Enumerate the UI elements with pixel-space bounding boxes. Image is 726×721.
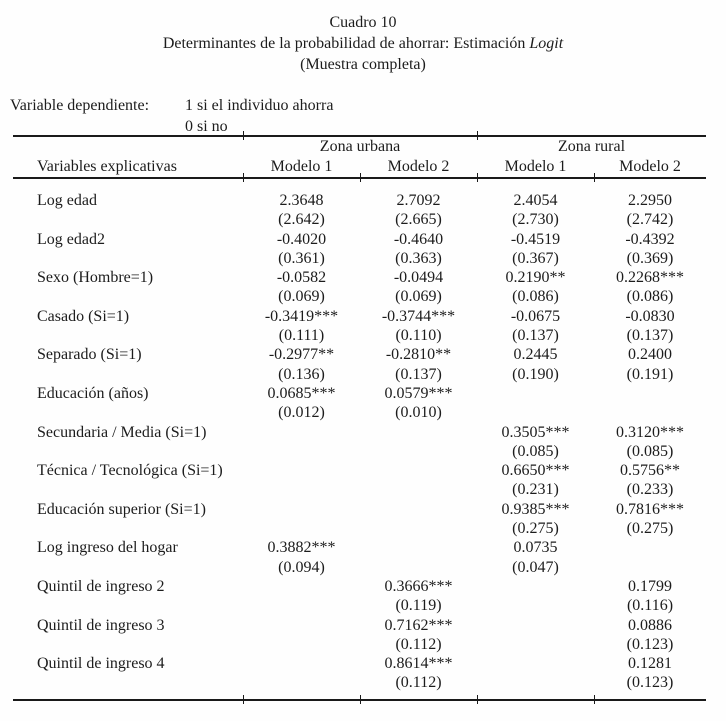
coefficient-urbana-modelo2: 0.8614*** [384,655,453,673]
coefficient-rural-modelo2: 0.3120*** [616,423,684,441]
coefficient-urbana-modelo2: 0.7162*** [384,616,453,634]
coefficient-urbana-modelo1: -0.0582 [276,269,327,287]
stderr-rural-modelo1: (0.275) [512,520,559,538]
stderr-rural-modelo2: (0.123) [626,674,674,692]
stderr-urbana-modelo1 [243,442,360,461]
column-group-zona-urbana: Zona urbana [319,138,401,155]
coefficient-rural-modelo1: 0.2445 [513,346,558,364]
variable-label: Log ingreso del hogar [37,539,178,557]
table-header [13,135,706,179]
stderr-rural-modelo1: (0.137) [512,327,559,345]
stderr-rural-modelo2 [594,558,706,577]
stderr-urbana-modelo2 [360,519,477,538]
coefficient-urbana-modelo1 [243,461,360,480]
coefficient-rural-modelo2: -0.4392 [625,230,675,248]
coefficient-urbana-modelo2: 0.0579*** [384,384,453,402]
coefficient-urbana-modelo2: -0.0494 [393,269,444,287]
stderr-urbana-modelo1: (0.136) [278,365,325,383]
coefficient-rural-modelo1: 2.4054 [513,192,558,209]
variable-label-spacer [13,596,243,615]
stub-header: Variables explicativas [37,158,177,175]
column-divider-tick [477,131,478,140]
dependent-variable-option2: 0 si no [185,118,228,135]
coefficient-rural-modelo2: 0.1281 [628,655,672,673]
coefficient-urbana-modelo1: -0.3419*** [264,307,339,325]
stderr-rural-modelo1: (2.730) [512,211,559,229]
coefficient-urbana-modelo2 [360,461,477,480]
coefficient-rural-modelo2 [594,538,706,557]
stderr-rural-modelo1 [477,403,594,422]
stderr-rural-modelo2: (0.191) [626,365,674,383]
regression-table [13,135,706,701]
variable-label: Técnica / Tecnológica (Si=1) [37,462,223,480]
coefficient-rural-modelo1 [477,616,594,635]
coefficient-rural-modelo2: 0.2400 [628,346,672,364]
variable-label: Educación (años) [37,384,149,402]
coefficient-urbana-modelo2: -0.4640 [393,230,444,248]
stderr-urbana-modelo1 [243,596,360,615]
variable-label-spacer [13,249,243,268]
stderr-urbana-modelo2: (0.112) [395,674,442,692]
variable-label: Quintil de ingreso 4 [37,655,165,673]
variable-label: Educación superior (Si=1) [37,500,206,518]
variable-label-spacer [13,558,243,577]
column-divider-tick [243,695,244,704]
table-title-italic: Logit [529,35,564,52]
coefficient-rural-modelo1: 0.3505*** [501,423,570,441]
variable-label: Sexo (Hombre=1) [37,269,154,287]
stderr-rural-modelo2 [594,403,706,422]
variable-label: Log edad2 [37,230,105,248]
stderr-rural-modelo2: (0.275) [626,520,674,538]
coefficient-rural-modelo1: 0.9385*** [501,500,570,518]
coefficient-rural-modelo2: 2.2950 [628,192,672,209]
stderr-urbana-modelo1 [243,519,360,538]
stderr-urbana-modelo2: (2.665) [395,211,442,229]
stderr-rural-modelo2: (0.116) [626,597,674,615]
coefficient-rural-modelo2: 0.2268*** [616,269,684,287]
table-title-text: Determinantes de la probabilidad de ahorrar: Estimación [162,35,526,52]
column-header-rural-modelo1: Modelo 1 [504,158,567,175]
coefficient-rural-modelo1: 0.2190** [505,269,566,287]
coefficient-rural-modelo1: 0.0735 [513,539,558,557]
stderr-rural-modelo1 [477,635,594,654]
coefficient-rural-modelo1: 0.6650*** [501,462,570,480]
column-group-zona-rural: Zona rural [557,138,626,155]
variable-label-spacer [13,403,243,422]
stderr-urbana-modelo1: (2.642) [278,211,325,229]
stderr-urbana-modelo2 [360,480,477,499]
variable-label: Log edad [37,192,97,209]
stderr-urbana-modelo1 [243,635,360,654]
variable-label-spacer [13,480,243,499]
stderr-rural-modelo1: (0.085) [512,442,559,460]
coefficient-rural-modelo1 [477,654,594,673]
coefficient-urbana-modelo1 [243,423,360,442]
stderr-rural-modelo1: (0.047) [512,558,559,576]
stderr-rural-modelo2: (0.233) [626,481,674,499]
coefficient-urbana-modelo1: 0.0685*** [267,384,336,402]
coefficient-urbana-modelo1 [243,616,360,635]
column-divider-tick [477,695,478,704]
stderr-rural-modelo2: (2.742) [626,211,674,229]
coefficient-rural-modelo2: 0.7816*** [616,500,684,518]
stderr-rural-modelo1 [477,596,594,615]
stderr-urbana-modelo2: (0.110) [395,327,442,345]
coefficient-rural-modelo2: 0.5756** [620,462,680,480]
stderr-urbana-modelo1: (0.012) [278,404,325,422]
column-header-urbana-modelo1: Modelo 1 [270,158,333,175]
coefficient-rural-modelo2 [594,384,706,403]
stderr-rural-modelo2: (0.085) [626,442,674,460]
variable-label: Separado (Si=1) [37,346,142,364]
dependent-variable-note [10,95,333,137]
stderr-rural-modelo1: (0.086) [512,288,559,306]
variable-label: Secundaria / Media (Si=1) [37,423,207,441]
variable-label-spacer [13,442,243,461]
coefficient-urbana-modelo1: -0.2977** [268,346,335,364]
stderr-urbana-modelo2: (0.112) [395,635,442,653]
coefficient-urbana-modelo2: 0.3666*** [384,577,453,595]
stderr-rural-modelo1 [477,673,594,692]
coefficient-rural-modelo2: -0.0830 [625,307,675,325]
stderr-urbana-modelo2: (0.119) [395,597,442,615]
dependent-variable-values [185,95,333,137]
dependent-variable-label: Variable dependiente: [10,97,150,114]
variable-label-spacer [13,210,243,229]
coefficient-urbana-modelo1: 2.3648 [279,192,324,209]
stderr-rural-modelo2: (0.086) [626,288,674,306]
coefficient-urbana-modelo1: -0.4020 [276,230,327,248]
variable-label-spacer [13,519,243,538]
column-header-urbana-modelo2: Modelo 2 [387,158,450,175]
column-divider-tick [594,695,595,704]
column-divider-tick [243,131,244,140]
table-subtitle: (Muestra completa) [300,56,426,73]
stderr-urbana-modelo1 [243,673,360,692]
stderr-urbana-modelo2 [360,558,477,577]
coefficient-urbana-modelo1 [243,500,360,519]
stderr-urbana-modelo1: (0.094) [278,558,325,576]
variable-label-spacer [13,287,243,306]
stderr-rural-modelo1: (0.367) [512,249,559,267]
dependent-variable-option1: 1 si el individuo ahorra [185,97,334,114]
coefficient-rural-modelo1: -0.4519 [510,230,561,248]
coefficient-urbana-modelo1 [243,577,360,596]
coefficient-rural-modelo1 [477,384,594,403]
variable-label-spacer [13,326,243,345]
table-body [13,179,706,701]
variable-label-spacer [13,635,243,654]
coefficient-rural-modelo2: 0.0886 [628,616,672,634]
stderr-urbana-modelo1: (0.069) [278,288,325,306]
stderr-urbana-modelo1: (0.361) [278,249,325,267]
coefficient-urbana-modelo1: 0.3882*** [267,539,336,557]
stderr-urbana-modelo1 [243,480,360,499]
stderr-rural-modelo2: (0.369) [626,249,674,267]
variable-label: Quintil de ingreso 3 [37,616,165,634]
variable-label: Quintil de ingreso 2 [37,577,165,595]
coefficient-urbana-modelo2: 2.7092 [396,192,441,209]
variable-label-spacer [13,673,243,692]
variable-label: Casado (Si=1) [37,307,130,325]
stderr-urbana-modelo2: (0.363) [395,249,442,267]
stderr-rural-modelo1: (0.190) [512,365,559,383]
table-title-block [0,12,726,75]
coefficient-urbana-modelo1 [243,654,360,673]
coefficient-rural-modelo2: 0.1799 [628,577,672,595]
stderr-rural-modelo2: (0.137) [626,327,674,345]
stderr-urbana-modelo2: (0.010) [395,404,442,422]
coefficient-urbana-modelo2 [360,500,477,519]
coefficient-urbana-modelo2 [360,538,477,557]
column-divider-tick [360,695,361,704]
stderr-urbana-modelo2 [360,442,477,461]
stderr-rural-modelo2: (0.123) [626,635,674,653]
coefficient-rural-modelo1: -0.0675 [510,307,561,325]
table-number: Cuadro 10 [329,14,397,31]
stderr-urbana-modelo1: (0.111) [278,327,325,345]
column-header-rural-modelo2: Modelo 2 [619,158,681,175]
coefficient-urbana-modelo2 [360,423,477,442]
stderr-urbana-modelo2: (0.137) [395,365,442,383]
stderr-rural-modelo1: (0.231) [512,481,559,499]
variable-label-spacer [13,365,243,384]
table-title [0,33,726,54]
coefficient-rural-modelo1 [477,577,594,596]
coefficient-urbana-modelo2: -0.2810** [385,346,452,364]
stderr-urbana-modelo2: (0.069) [395,288,442,306]
coefficient-urbana-modelo2: -0.3744*** [381,307,456,325]
